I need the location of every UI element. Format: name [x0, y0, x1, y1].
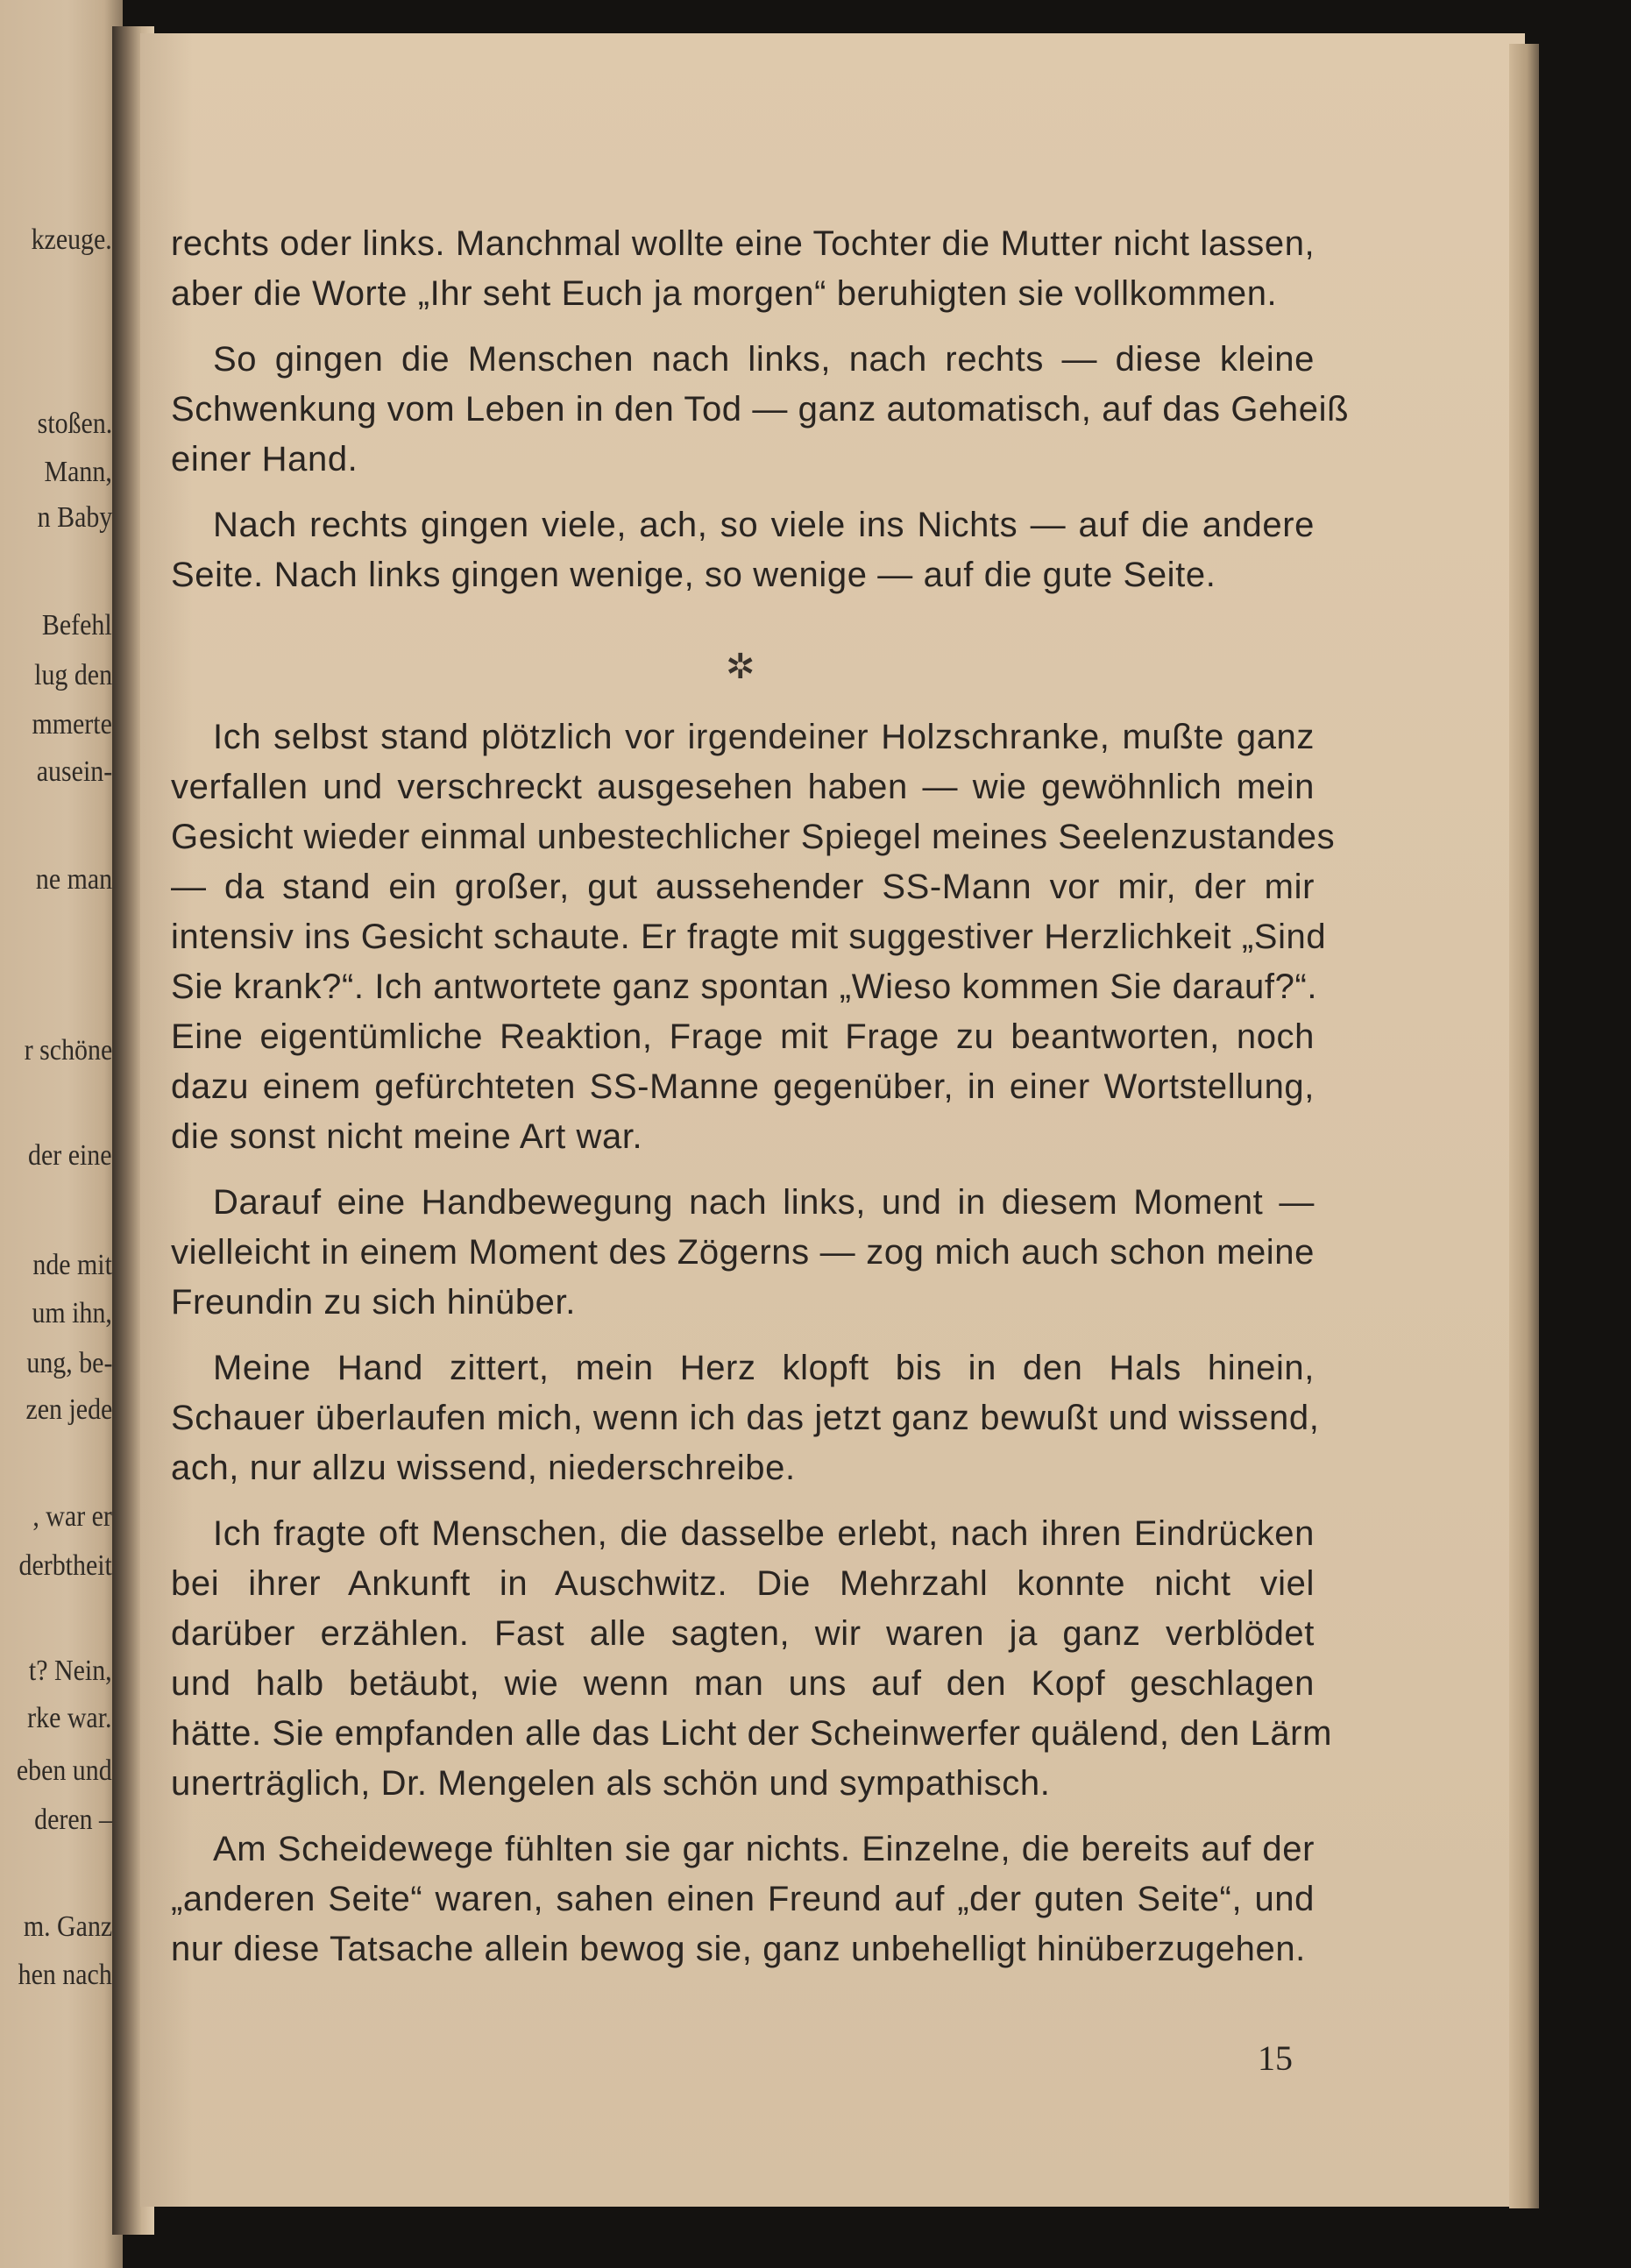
left-page-fragment: derbtheit — [18, 1549, 112, 1582]
left-page-fragment: der eine — [28, 1139, 112, 1172]
left-page-fragment: t? Nein, — [29, 1655, 112, 1687]
text-line: die sonst nicht meine Art war. — [171, 1117, 643, 1156]
left-page-fragment: hen nach — [18, 1959, 112, 1991]
text-line: einer Hand. — [171, 440, 358, 478]
text-line: Eine eigentümliche Reaktion, Frage mit Frage zu beantworten, noch — [171, 1017, 1315, 1056]
text-line: bei ihrer Ankunft in Auschwitz. Die Mehrzahl konnte nicht viel — [171, 1564, 1315, 1603]
text-line: und halb betäubt, wie wenn man uns auf den Kopf geschlagen — [171, 1664, 1315, 1703]
paragraph — [171, 1343, 1320, 1493]
left-page-fragment: zen jede — [25, 1393, 112, 1426]
text-line: aber die Worte „Ihr seht Euch ja morgen“ beruhigten sie vollkommen. — [171, 274, 1278, 313]
left-page-fragment: m. Ganz — [23, 1910, 112, 1943]
paragraph — [171, 219, 1315, 319]
page-body — [171, 219, 1350, 1974]
paragraph — [171, 500, 1315, 600]
text-line: Ich fragte oft Menschen, die dasselbe erlebt, nach ihren Eindrücken — [213, 1514, 1315, 1553]
text-line: vielleicht in einem Moment des Zögerns — zog mich auch schon meine — [171, 1233, 1315, 1272]
left-page-fragment: ausein- — [36, 755, 112, 788]
text-block-top — [171, 219, 1350, 600]
left-page-fragment: kzeuge. — [31, 223, 112, 256]
text-line: hätte. Sie empfanden alle das Licht der Scheinwerfer quälend, den Lärm — [171, 1714, 1333, 1753]
text-line: Seite. Nach links gingen wenige, so wenige — auf die gute Seite. — [171, 556, 1216, 594]
text-line: verfallen und verschreckt ausgesehen haben — wie gewöhnlich mein — [171, 768, 1315, 806]
left-page-fragment: n Baby — [37, 501, 112, 534]
left-page-fragment: um ihn, — [32, 1297, 112, 1329]
left-page-fragment: ne man — [35, 863, 112, 896]
text-line: Schauer überlaufen mich, wenn ich das jetzt ganz bewußt und wissend, — [171, 1399, 1320, 1437]
page-edge — [1509, 44, 1539, 2208]
left-page-fragment: stoßen. — [37, 408, 112, 440]
left-page-fragment: deren – — [34, 1804, 112, 1836]
text-line: intensiv ins Gesicht schaute. Er fragte mit suggestiver Herzlichkeit „Sind — [171, 918, 1327, 956]
text-line: unerträglich, Dr. Mengelen als schön und sympathisch. — [171, 1764, 1051, 1803]
text-line: Schwenkung vom Leben in den Tod — ganz automatisch, auf das Geheiß — [171, 390, 1350, 429]
text-line: ach, nur allzu wissend, niederschreibe. — [171, 1449, 796, 1487]
left-page-fragment: mmerte — [32, 708, 112, 741]
text-line: Ich selbst stand plötzlich vor irgendeiner Holzschranke, mußte ganz — [213, 718, 1315, 756]
paragraph — [171, 712, 1336, 1162]
text-line: Am Scheidewege fühlten sie gar nichts. Einzelne, die bereits auf der — [213, 1830, 1315, 1868]
section-separator-icon: ✲ — [726, 647, 755, 687]
text-line: Darauf eine Handbewegung nach links, und in diesem Moment — — [213, 1183, 1315, 1222]
text-line: Meine Hand zittert, mein Herz klopft bis in den Hals hinein, — [213, 1349, 1315, 1387]
left-page-fragment: Befehl — [42, 609, 112, 641]
left-page-fragment: rke war. — [27, 1702, 112, 1734]
left-page-fragment: eben und — [17, 1754, 112, 1787]
left-page-fragment: Mann, — [44, 456, 112, 488]
text-line: Sie krank?“. Ich antwortete ganz spontan „Wieso kommen Sie darauf?“. — [171, 967, 1318, 1006]
paragraph — [171, 1509, 1333, 1809]
page-number: 15 — [1258, 2038, 1293, 2078]
left-page-fragment: r schöne — [24, 1034, 112, 1067]
text-line: Gesicht wieder einmal unbestechlicher Spiegel meines Seelenzustandes — [171, 818, 1336, 856]
text-line: — da stand ein großer, gut aussehender SS-Mann vor mir, der mir — [171, 868, 1315, 906]
paragraph — [171, 1178, 1315, 1328]
text-line: dazu einem gefürchteten SS-Manne gegenüber, in einer Wortstellung, — [171, 1067, 1315, 1106]
text-line: nur diese Tatsache allein bewog sie, ganz unbehelligt hinüberzugehen. — [171, 1930, 1306, 1968]
text-block-bottom — [171, 712, 1336, 1974]
paragraph — [171, 1825, 1315, 1974]
left-page-fragment: nde mit — [32, 1249, 112, 1281]
text-line: So gingen die Menschen nach links, nach rechts — diese kleine — [213, 340, 1315, 379]
text-line: rechts oder links. Manchmal wollte eine Tochter die Mutter nicht lassen, — [171, 224, 1315, 263]
left-page-edge — [0, 0, 123, 2268]
left-page-fragment: ung, be- — [25, 1347, 112, 1379]
text-line: darüber erzählen. Fast alle sagten, wir waren ja ganz verblödet — [171, 1614, 1315, 1653]
text-line: Freundin zu sich hinüber. — [171, 1283, 576, 1322]
paragraph — [171, 335, 1350, 485]
left-page-fragment: , war er — [32, 1500, 112, 1533]
left-page-fragment: lug den — [34, 659, 112, 691]
text-line: Nach rechts gingen viele, ach, so viele ins Nichts — auf die andere — [213, 506, 1315, 544]
text-line: „anderen Seite“ waren, sahen einen Freund auf „der guten Seite“, und — [171, 1880, 1315, 1918]
